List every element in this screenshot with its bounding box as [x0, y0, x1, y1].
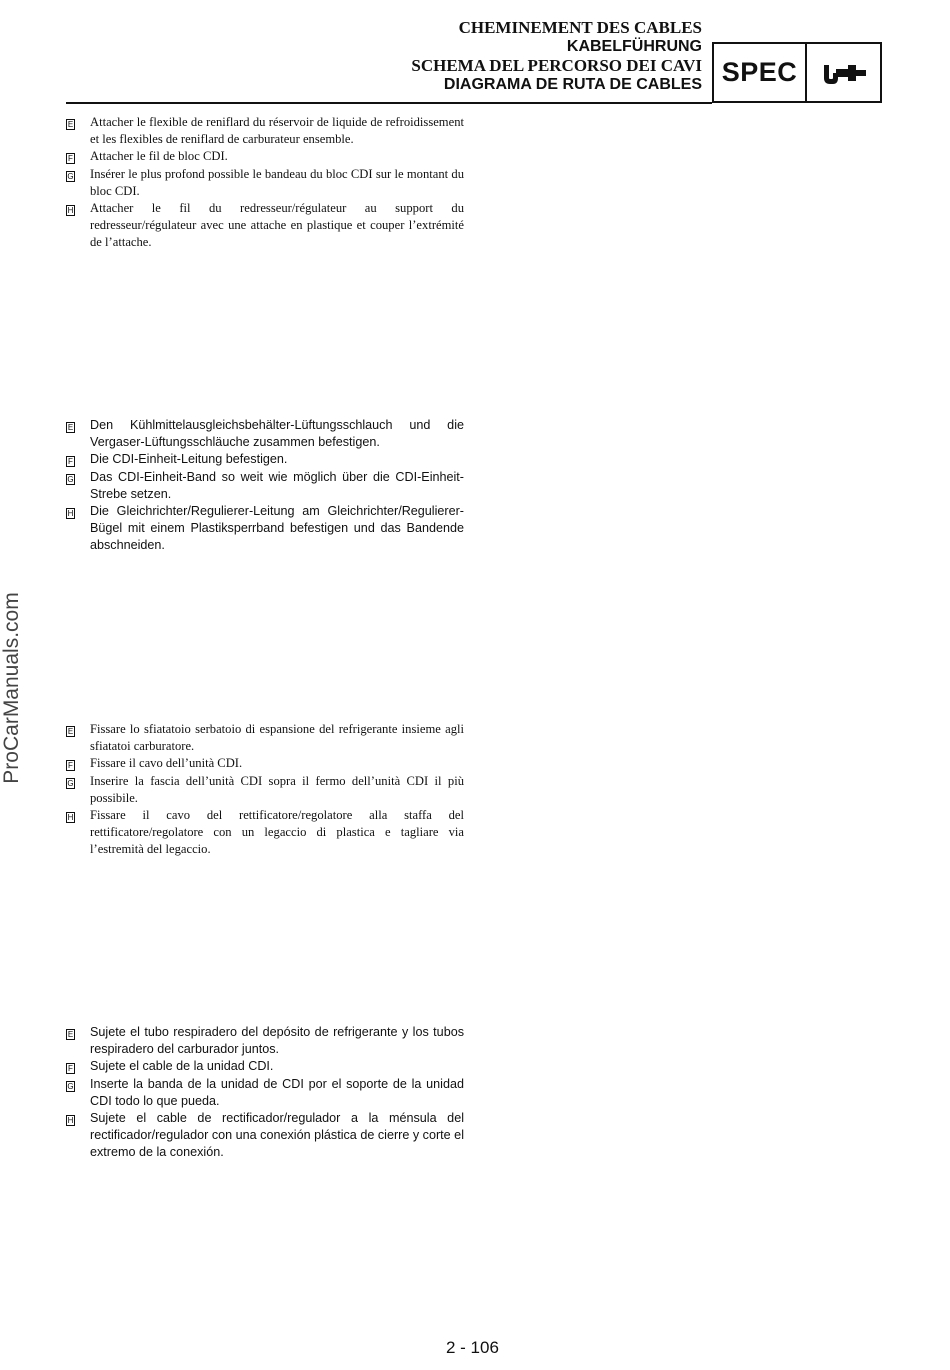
title-german: KABELFÜHRUNG [566, 38, 702, 55]
list-item [66, 166, 464, 200]
list-item [66, 451, 464, 469]
list-item [66, 114, 464, 148]
list-item [66, 1110, 464, 1161]
list-item [66, 721, 464, 755]
item-marker: G [67, 1082, 74, 1091]
section-french [66, 114, 464, 251]
item-text: Sujete el cable de rectificador/regulador a la ménsula del rectificador/regulador con una conexión plástica de cierre y corte el extremo de la conexión. [90, 1111, 464, 1159]
list-item [66, 200, 464, 251]
item-marker: H [67, 206, 74, 215]
item-text: Attacher le flexible de reniflard du réservoir de liquide de refroidissement et les flexibles de reniflard de carburateur ensemble. [90, 115, 464, 146]
caliper-icon [807, 44, 880, 101]
list-item [66, 755, 464, 773]
item-marker: G [67, 779, 74, 788]
title-italian: SCHEMA DEL PERCORSO DEI CAVI [411, 56, 702, 75]
side-watermark [0, 572, 24, 804]
item-marker: F [66, 1058, 90, 1076]
item-marker: G [67, 475, 74, 484]
page-number: 2 - 106 [446, 1338, 499, 1357]
item-text: Insérer le plus profond possible le bandeau du bloc CDI sur le montant du bloc CDI. [90, 167, 464, 198]
item-marker: G [67, 172, 74, 181]
item-text: Attacher le fil du redresseur/régulateur au support du redresseur/régulateur avec une attache en plastique et couper l’extrémité de l’attache. [90, 201, 464, 249]
item-marker: H [67, 509, 74, 518]
spec-badge [712, 42, 882, 103]
title-french: CHEMINEMENT DES CABLES [458, 18, 702, 37]
list-item [66, 773, 464, 807]
list-item [66, 1076, 464, 1110]
item-marker: E [67, 120, 74, 129]
item-text: Fissare lo sfiatatoio serbatoio di espansione del refrigerante insieme agli sfiatatoi carburatore. [90, 722, 464, 753]
item-marker: F [66, 451, 90, 469]
section-spanish [66, 1024, 464, 1161]
list-item [66, 1024, 464, 1058]
item-text: Sujete el cable de la unidad CDI. [90, 1059, 274, 1073]
item-text: Das CDI-Einheit-Band so weit wie möglich über die CDI-Einheit-Strebe setzen. [90, 470, 464, 501]
list-item [66, 148, 464, 166]
item-marker: H [67, 813, 74, 822]
item-text: Fissare il cavo dell’unità CDI. [90, 756, 243, 770]
item-marker: E [67, 423, 74, 432]
list-item [66, 1058, 464, 1076]
list-item [66, 807, 464, 858]
item-marker: E [67, 1030, 74, 1039]
watermark-text: ProCarManuals.com [0, 592, 23, 784]
list-item [66, 503, 464, 554]
spec-badge-label: SPEC [714, 44, 807, 101]
item-marker: H [67, 1116, 74, 1125]
title-spanish: DIAGRAMA DE RUTA DE CABLES [443, 76, 702, 93]
item-text: Inserte la banda de la unidad de CDI por el soporte de la unidad CDI todo lo que pueda. [90, 1077, 464, 1108]
item-marker: F [66, 148, 90, 166]
item-text: Sujete el tubo respiradero del depósito de refrigerante y los tubos respiradero del carburador juntos. [90, 1025, 464, 1056]
item-marker: E [67, 727, 74, 736]
item-text: Die CDI-Einheit-Leitung befestigen. [90, 452, 288, 466]
item-text: Inserire la fascia dell’unità CDI sopra il fermo dell’unità CDI il più possibile. [90, 774, 464, 805]
item-text: Attacher le fil de bloc CDI. [90, 149, 228, 163]
list-item [66, 417, 464, 451]
page-header-titles [411, 18, 702, 94]
section-german [66, 417, 464, 554]
header-divider [66, 102, 712, 104]
item-marker: F [66, 755, 90, 773]
section-italian [66, 721, 464, 858]
list-item [66, 469, 464, 503]
item-text: Die Gleichrichter/Regulierer-Leitung am Gleichrichter/Regulierer-Bügel mit einem Plastiksperrband befestigen und das Bandende abschneiden. [90, 504, 464, 552]
item-text: Den Kühlmittelausgleichsbehälter-Lüftungsschlauch und die Vergaser-Lüftungsschläuche zusammen befestigen. [90, 418, 464, 449]
item-text: Fissare il cavo del rettificatore/regolatore alla staffa del rettificatore/regolatore con un legaccio di plastica e tagliare via l’estremità del legaccio. [90, 808, 464, 856]
